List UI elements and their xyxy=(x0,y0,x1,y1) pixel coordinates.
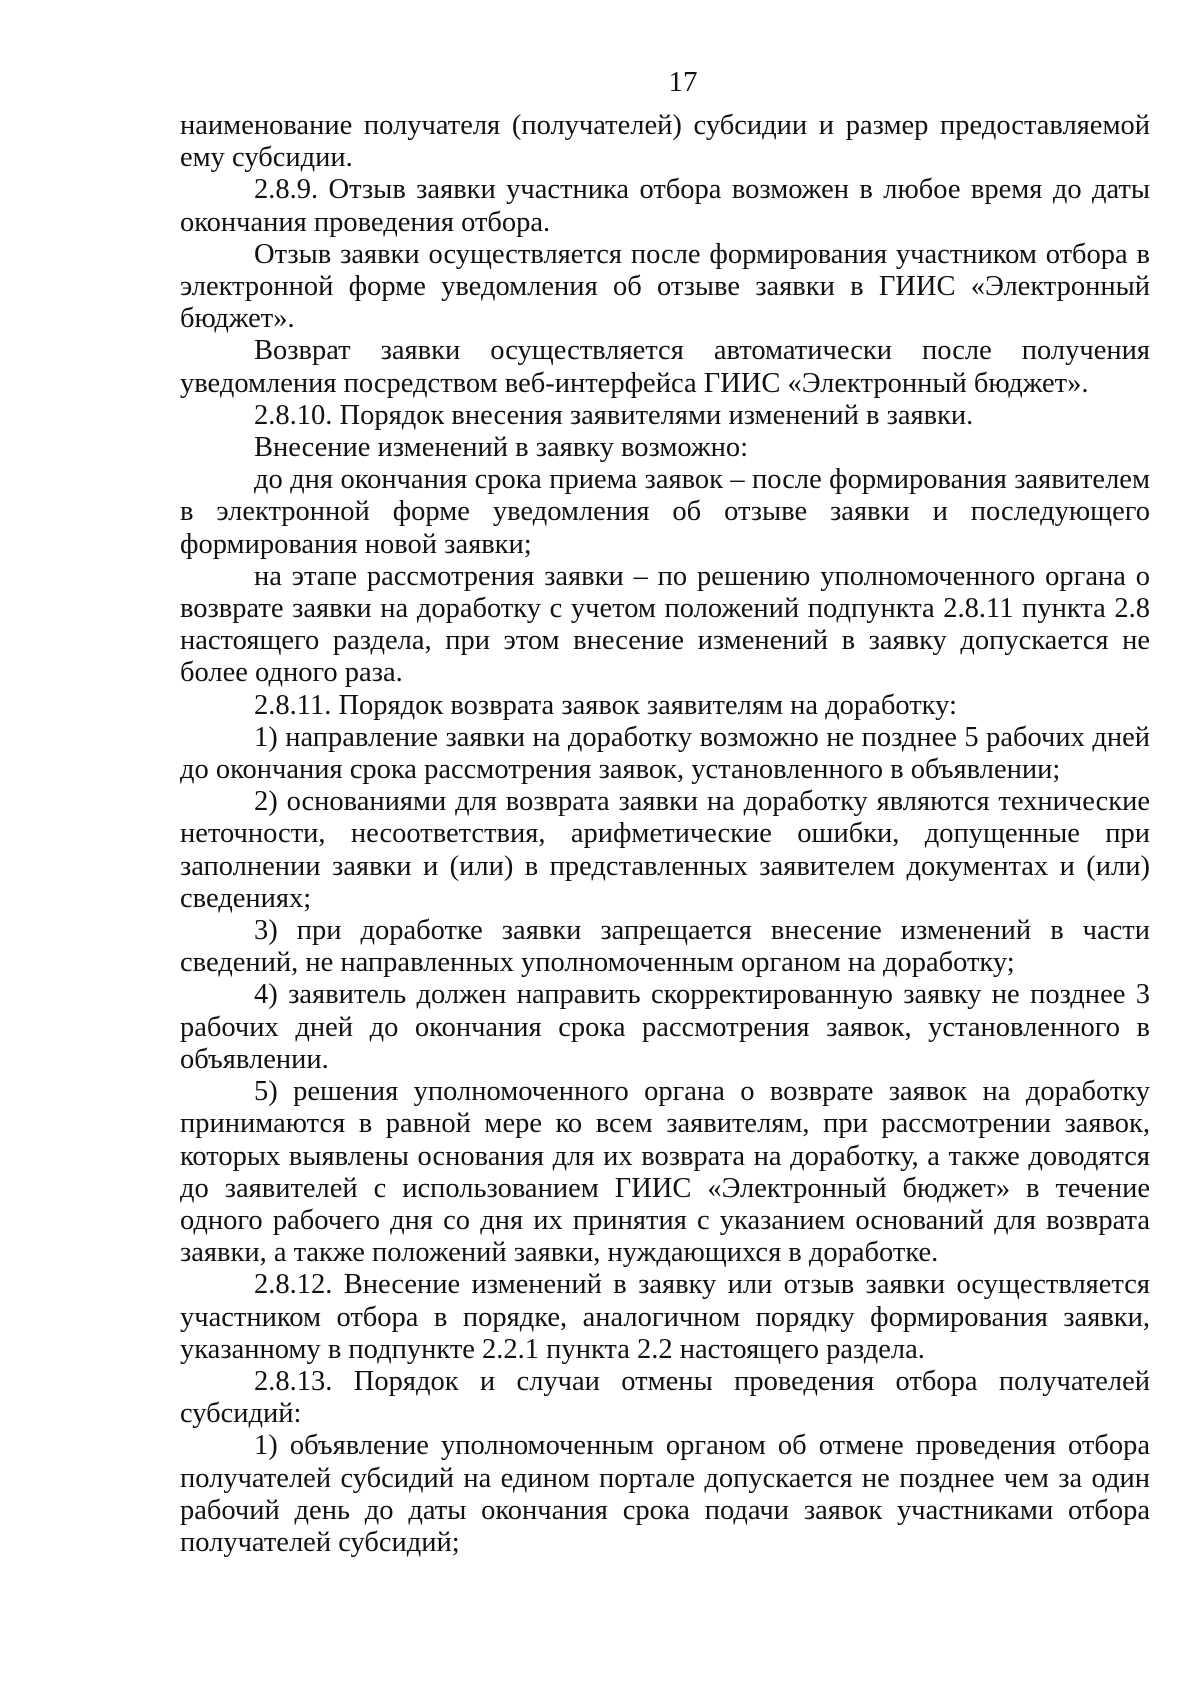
paragraph-continuation: наименование получателя (получателей) субсидии и размер предоставляемой ему субсидии. xyxy=(180,110,1150,174)
paragraph-2-8-11: 2.8.11. Порядок возврата заявок заявителям на доработку: xyxy=(254,689,957,721)
paragraph-2-8-10: 2.8.10. Порядок внесения заявителями изменений в заявки. xyxy=(254,399,974,431)
list-item-3: 3) при доработке заявки запрещается внесение изменений в части сведений, не направленных уполномоченным органом на доработку; xyxy=(180,915,1150,979)
paragraph-withdrawal-procedure: Отзыв заявки осуществляется после формирования участником отбора в электронной форме уведомления об отзыве заявки в ГИИС «Электронный бюджет». xyxy=(180,238,1150,335)
page-number: 17 xyxy=(668,66,698,98)
paragraph-review-stage: на этапе рассмотрения заявки – по решению уполномоченного органа о возврате заявки на доработку с учетом положений подпункта 2.8.11 пункта 2.8 настоящего раздела, при этом внесение изменений в заявку допускается не более одного раза. xyxy=(180,560,1150,689)
list-item-2: 2) основаниями для возврата заявки на доработку являются технические неточности, несоответствия, арифметические ошибки, допущенные при заполнении заявки и (или) в представленных заявителем документах и (или) сведениях; xyxy=(180,786,1150,914)
list-item-4: 4) заявитель должен направить скорректированную заявку не позднее 3 рабочих дней до окончания срока рассмотрения заявок, установленного в объявлении. xyxy=(180,979,1150,1075)
paragraph-changes-possible: Внесение изменений в заявку возможно: xyxy=(254,432,749,464)
paragraph-2-8-13: 2.8.13. Порядок и случаи отмены проведения отбора получателей субсидий: xyxy=(180,1365,1150,1430)
list-item-1: 1) направление заявки на доработку возможно не позднее 5 рабочих дней до окончания срока рассмотрения заявок, установленного в объявлении; xyxy=(180,721,1150,786)
paragraph-before-deadline: до дня окончания срока приема заявок – после формирования заявителем в электронной форме уведомления об отзыве заявки и последующего формирования новой заявки; xyxy=(180,464,1150,560)
body-text xyxy=(180,110,1150,1559)
paragraph-2-8-12: 2.8.12. Внесение изменений в заявку или отзыв заявки осуществляется участником отбора в порядке, аналогичном порядку формирования заявки, указанному в подпункте 2.2.1 пункта 2.2 настоящего раздела. xyxy=(180,1269,1150,1365)
paragraph-return-automatic: Возврат заявки осуществляется автоматически после получения уведомления посредством веб-интерфейса ГИИС «Электронный бюджет». xyxy=(180,335,1150,399)
paragraph-2-8-9: 2.8.9. Отзыв заявки участника отбора возможен в любое время до даты окончания проведения отбора. xyxy=(180,174,1150,238)
list-item-5: 5) решения уполномоченного органа о возврате заявок на доработку принимаются в равной мере ко всем заявителям, при рассмотрении заявок, которых выявлены основания для их возврата на доработку, а также доводятся до заявителей с использованием ГИИС «Электронный бюджет» в течение одного рабочего дня со дня их принятия с указанием оснований для возврата заявки, а также положений заявки, нуждающихся в доработке. xyxy=(180,1076,1150,1269)
list-item-cancellation-1: 1) объявление уполномоченным органом об отмене проведения отбора получателей субсидий на едином портале допускается не позднее чем за один рабочий день до даты окончания срока подачи заявок участниками отбора получателей субсидий; xyxy=(180,1430,1150,1558)
